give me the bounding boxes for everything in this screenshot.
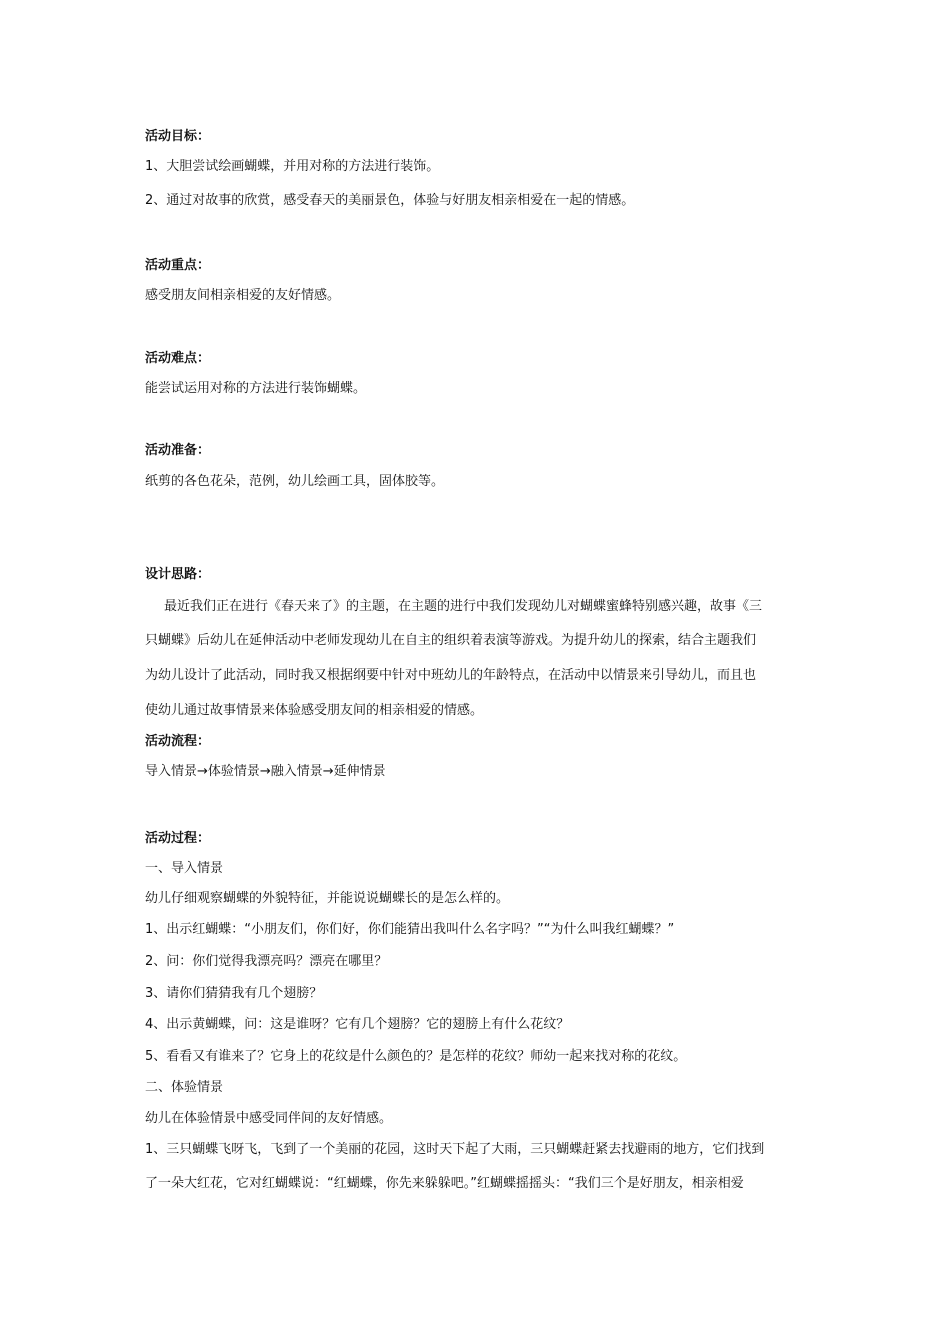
section-1-item-3: 3、请你们猜猜我有几个翅膀？: [145, 986, 323, 1001]
section-1-item-2: 2、问：你们觉得我漂亮吗？漂亮在哪里？: [145, 954, 388, 969]
preparation-heading: 活动准备：: [145, 443, 211, 458]
focus-text: 感受朋友间相亲相爱的友好情感。: [145, 288, 341, 303]
goals-heading: 活动目标：: [145, 129, 211, 144]
section-2-title: 二、体验情景: [145, 1080, 224, 1095]
difficulty-heading: 活动难点：: [145, 351, 211, 366]
section-1-title: 一、导入情景: [145, 861, 224, 876]
process-heading: 活动过程：: [145, 831, 211, 846]
section-2-item-1-line-2: 了一朵大红花，它对红蝴蝶说：“红蝴蝶，你先来躲躲吧。”红蝴蝶摇摇头：“我们三个是好朋友，相亲相爱: [145, 1176, 744, 1191]
difficulty-text: 能尝试运用对称的方法进行装饰蝴蝶。: [145, 381, 367, 396]
section-1-intro: 幼儿仔细观察蝴蝶的外貌特征，并能说说蝴蝶长的是怎么样的。: [145, 891, 510, 906]
focus-heading: 活动重点：: [145, 258, 211, 273]
flow-heading: 活动流程：: [145, 734, 211, 749]
design-heading: 设计思路：: [145, 567, 211, 582]
section-2-intro: 幼儿在体验情景中感受同伴间的友好情感。: [145, 1111, 393, 1126]
design-line-1: 最近我们正在进行《春天来了》的主题，在主题的进行中我们发现幼儿对蝴蝶蜜蜂特别感兴趣，故事《三: [164, 599, 763, 614]
preparation-text: 纸剪的各色花朵，范例，幼儿绘画工具，固体胶等。: [145, 474, 445, 489]
design-line-4: 使幼儿通过故事情景来体验感受朋友间的相亲相爱的情感。: [145, 703, 484, 718]
section-1-item-4: 4、出示黄蝴蝶，问：这是谁呀？它有几个翅膀？它的翅膀上有什么花纹？: [145, 1017, 570, 1032]
section-1-item-5: 5、看看又有谁来了？它身上的花纹是什么颜色的？是怎样的花纹？师幼一起来找对称的花纹。: [145, 1049, 687, 1064]
design-line-3: 为幼儿设计了此活动，同时我又根据纲要中针对中班幼儿的年龄特点，在活动中以情景来引导幼儿，而且也: [145, 668, 757, 683]
goals-item-2: 2、通过对故事的欣赏，感受春天的美丽景色，体验与好朋友相亲相爱在一起的情感。: [145, 193, 635, 208]
flow-text: 导入情景→体验情景→融入情景→延伸情景: [145, 764, 386, 779]
goals-item-1: 1、大胆尝试绘画蝴蝶，并用对称的方法进行装饰。: [145, 159, 440, 174]
section-2-item-1-line-1: 1、三只蝴蝶飞呀飞，飞到了一个美丽的花园，这时天下起了大雨，三只蝴蝶赶紧去找避雨的地方，它们找到: [145, 1142, 765, 1157]
design-line-2: 只蝴蝶》后幼儿在延伸活动中老师发现幼儿在自主的组织着表演等游戏。为提升幼儿的探索，结合主题我们: [145, 633, 757, 648]
section-1-item-1: 1、出示红蝴蝶：“小朋友们，你们好，你们能猜出我叫什么名字吗？”“为什么叫我红蝴蝶？”: [145, 922, 675, 937]
